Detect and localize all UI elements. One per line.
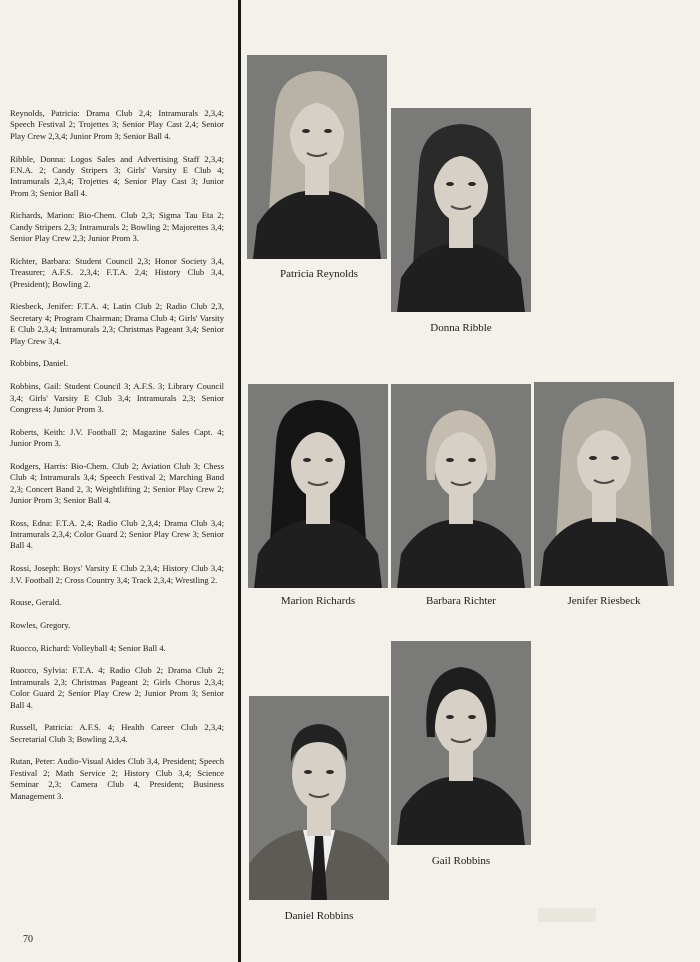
bio-entry: Ruocco, Sylvia: F.T.A. 4; Radio Club 2; Drama Club 2; Intramurals 2,3; Christmas Pageant 2; Girls Chorus 2,3,4; Color Guard 2; Senior Play Crew 2; Junior Prom 3; Senior Ball 4. [10, 665, 224, 710]
portrait-marion-richards [248, 384, 388, 588]
portrait-caption: Patricia Reynolds [280, 268, 358, 280]
portrait-photo [534, 382, 674, 586]
portrait-patricia-reynolds [247, 55, 387, 259]
portrait-daniel-robbins [249, 696, 389, 900]
bio-entry: Richter, Barbara: Student Council 2,3; Honor Society 3,4, Treasurer; A.F.S. 2,3,4; F.T.A. 2,4; History Club 3,4, (President); Bowling 2. [10, 255, 224, 289]
portrait-photo [249, 696, 389, 900]
portrait-jenifer-riesbeck [534, 382, 674, 586]
bio-entry: Riesbeck, Jenifer: F.T.A. 4; Latin Club 2; Radio Club 2,3, Secretary 4; Program Chairman; Drama Club 4; Girls' Varsity E Club 2,3,4; Intramurals 2,3; Christmas Pageant 3,4; Senior Play Crew 3,4. [10, 301, 224, 346]
bio-entry: Ross, Edna: F.T.A. 2,4; Radio Club 2,3,4; Drama Club 3,4; Intramurals 2,3,4; Color Guard 2; Senior Play Crew 3; Senior Ball 4. [10, 517, 224, 551]
portrait-photo [391, 384, 531, 588]
bio-entry: Robbins, Gail: Student Council 3; A.F.S. 3; Library Council 3,4; Girls' Varsity E Club 3,4; Intramurals 2,3; Senior Congress 4; Junior Prom 3. [10, 381, 224, 414]
bio-entry: Rodgers, Harris: Bio-Chem. Club 2; Aviation Club 3; Chess Club 4; Intramurals 3,4; Speech Festival 2; Marching Band 2,3; Concert Band 2, 3; Weightlifting 2; Senior Play Crew 2; Junior Prom 3; Senior Ball 4. [10, 460, 224, 505]
bio-entry: Robbins, Daniel. [10, 358, 69, 369]
faded-print-mark [538, 908, 596, 922]
portrait-photo [248, 384, 388, 588]
page-number: 70 [23, 934, 33, 945]
portrait-donna-ribble [391, 108, 531, 312]
bio-entry: Richards, Marion: Bio-Chem. Club 2,3; Sigma Tau Eta 2; Candy Stripers 2,3; Intramurals 2; Bowling 2; Majorettes 3,4; Senior Play Crew 2,3; Junior Prom 3. [10, 210, 224, 244]
bio-entry: Roberts, Keith: J.V. Football 2; Magazine Sales Capt. 4; Junior Prom 3. [10, 426, 224, 449]
bio-entry: Russell, Patricia: A.F.S. 4; Health Career Club 2,3,4; Secretarial Club 3; Bowling 2,3,4. [10, 722, 224, 744]
portrait-caption: Daniel Robbins [284, 910, 354, 922]
portrait-caption: Marion Richards [280, 595, 356, 607]
bio-entry: Rutan, Peter: Audio-Visual Aides Club 3,4, President; Speech Festival 2; Math Service 2; History Club 3,4; Science Seminar 2,3; Camera Club 4, President; Business Management 3. [10, 756, 224, 801]
bio-entry: Rouse, Gerald. [10, 597, 62, 608]
column-divider [238, 0, 241, 962]
portrait-photo [391, 108, 531, 312]
portrait-barbara-richter [391, 384, 531, 588]
senior-activities-list [10, 108, 224, 813]
bio-entry: Ribble, Donna: Logos Sales and Advertising Staff 2,3,4; F.N.A. 2; Candy Stripers 3; Girls' Varsity E Club 4; Intramurals 2,3,4; Trojettes 4; Senior Play Cast 3; Junior Prom 3; Senior Ball 4. [10, 153, 224, 198]
portrait-photo [247, 55, 387, 259]
bio-entry: Ruocco, Richard: Volleyball 4; Senior Ball 4. [10, 642, 166, 653]
bio-entry: Rossi, Joseph: Boys' Varsity E Club 2,3,4; History Club 3,4; J.V. Football 2; Cross Country 3,4; Track 2,3,4; Wrestling 2. [10, 563, 224, 585]
bio-entry: Rowles, Gregory. [10, 619, 71, 630]
portrait-photo [391, 641, 531, 845]
portrait-caption: Jenifer Riesbeck [567, 595, 641, 607]
portrait-caption: Barbara Richter [426, 595, 496, 607]
portrait-caption: Gail Robbins [431, 855, 491, 867]
portrait-gail-robbins [391, 641, 531, 845]
portrait-caption: Donna Ribble [430, 322, 492, 334]
bio-entry: Reynolds, Patricia: Drama Club 2,4; Intramurals 2,3,4; Speech Festival 2; Trojettes 3; Senior Play Cast 2,4; Senior Play Crew 2,3,4; Junior Prom 3; Senior Ball 4. [10, 108, 224, 141]
